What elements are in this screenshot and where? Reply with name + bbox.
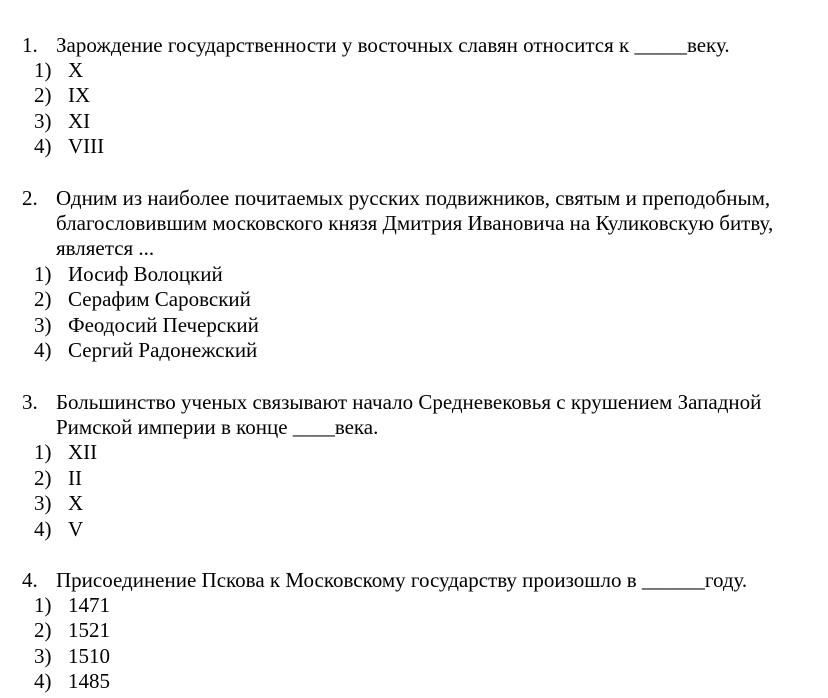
question-1-text: Зарождение государственности у восточных славян относится к _____веку. — [56, 33, 730, 57]
question-3-text-line-1: Большинство ученых связывают начало Средневековья с крушением Западной — [56, 390, 762, 414]
option-text: Серафим Саровский — [68, 287, 251, 311]
option-text: IX — [68, 83, 91, 107]
option-text: II — [68, 466, 82, 490]
option-number: 4) — [34, 669, 52, 693]
question-2-text-line-2: благословившим московского князя Дмитрия Ивановича на Куликовскую битву, — [56, 211, 774, 235]
option-text: 1521 — [68, 618, 110, 642]
option-number: 1) — [34, 593, 52, 617]
option-text: XI — [68, 109, 91, 133]
option-text: X — [68, 58, 84, 82]
option-text: XII — [68, 440, 98, 464]
option-number: 2) — [34, 618, 52, 642]
option-number: 1) — [34, 440, 52, 464]
option-text: X — [68, 491, 84, 515]
question-2-number: 2. — [22, 186, 38, 210]
option-text: 1485 — [68, 669, 110, 693]
option-text: VIII — [68, 134, 105, 158]
option-text: Иосиф Волоцкий — [68, 262, 223, 286]
question-2-text-line-3: является ... — [56, 236, 155, 260]
question-1-number: 1. — [22, 33, 38, 57]
option-number: 2) — [34, 287, 52, 311]
option-number: 4) — [34, 517, 52, 541]
option-number: 3) — [34, 109, 52, 133]
option-text: V — [68, 517, 84, 541]
question-2-text-line-1: Одним из наиболее почитаемых русских подвижников, святым и преподобным, — [56, 186, 771, 210]
option-number: 2) — [34, 83, 52, 107]
option-number: 3) — [34, 644, 52, 668]
option-number: 2) — [34, 466, 52, 490]
option-number: 3) — [34, 313, 52, 337]
option-number: 1) — [34, 58, 52, 82]
option-text: Сергий Радонежский — [68, 338, 258, 362]
question-4-text: Присоединение Пскова к Московскому государству произошло в ______году. — [56, 568, 748, 592]
question-3-number: 3. — [22, 390, 38, 414]
question-3-text-line-2: Римской империи в конце ____века. — [56, 415, 379, 439]
option-number: 4) — [34, 134, 52, 158]
option-text: 1510 — [68, 644, 110, 668]
option-number: 4) — [34, 338, 52, 362]
option-number: 1) — [34, 262, 52, 286]
option-text: Феодосий Печерский — [68, 313, 259, 337]
option-number: 3) — [34, 491, 52, 515]
question-4-number: 4. — [22, 568, 38, 592]
option-text: 1471 — [68, 593, 110, 617]
